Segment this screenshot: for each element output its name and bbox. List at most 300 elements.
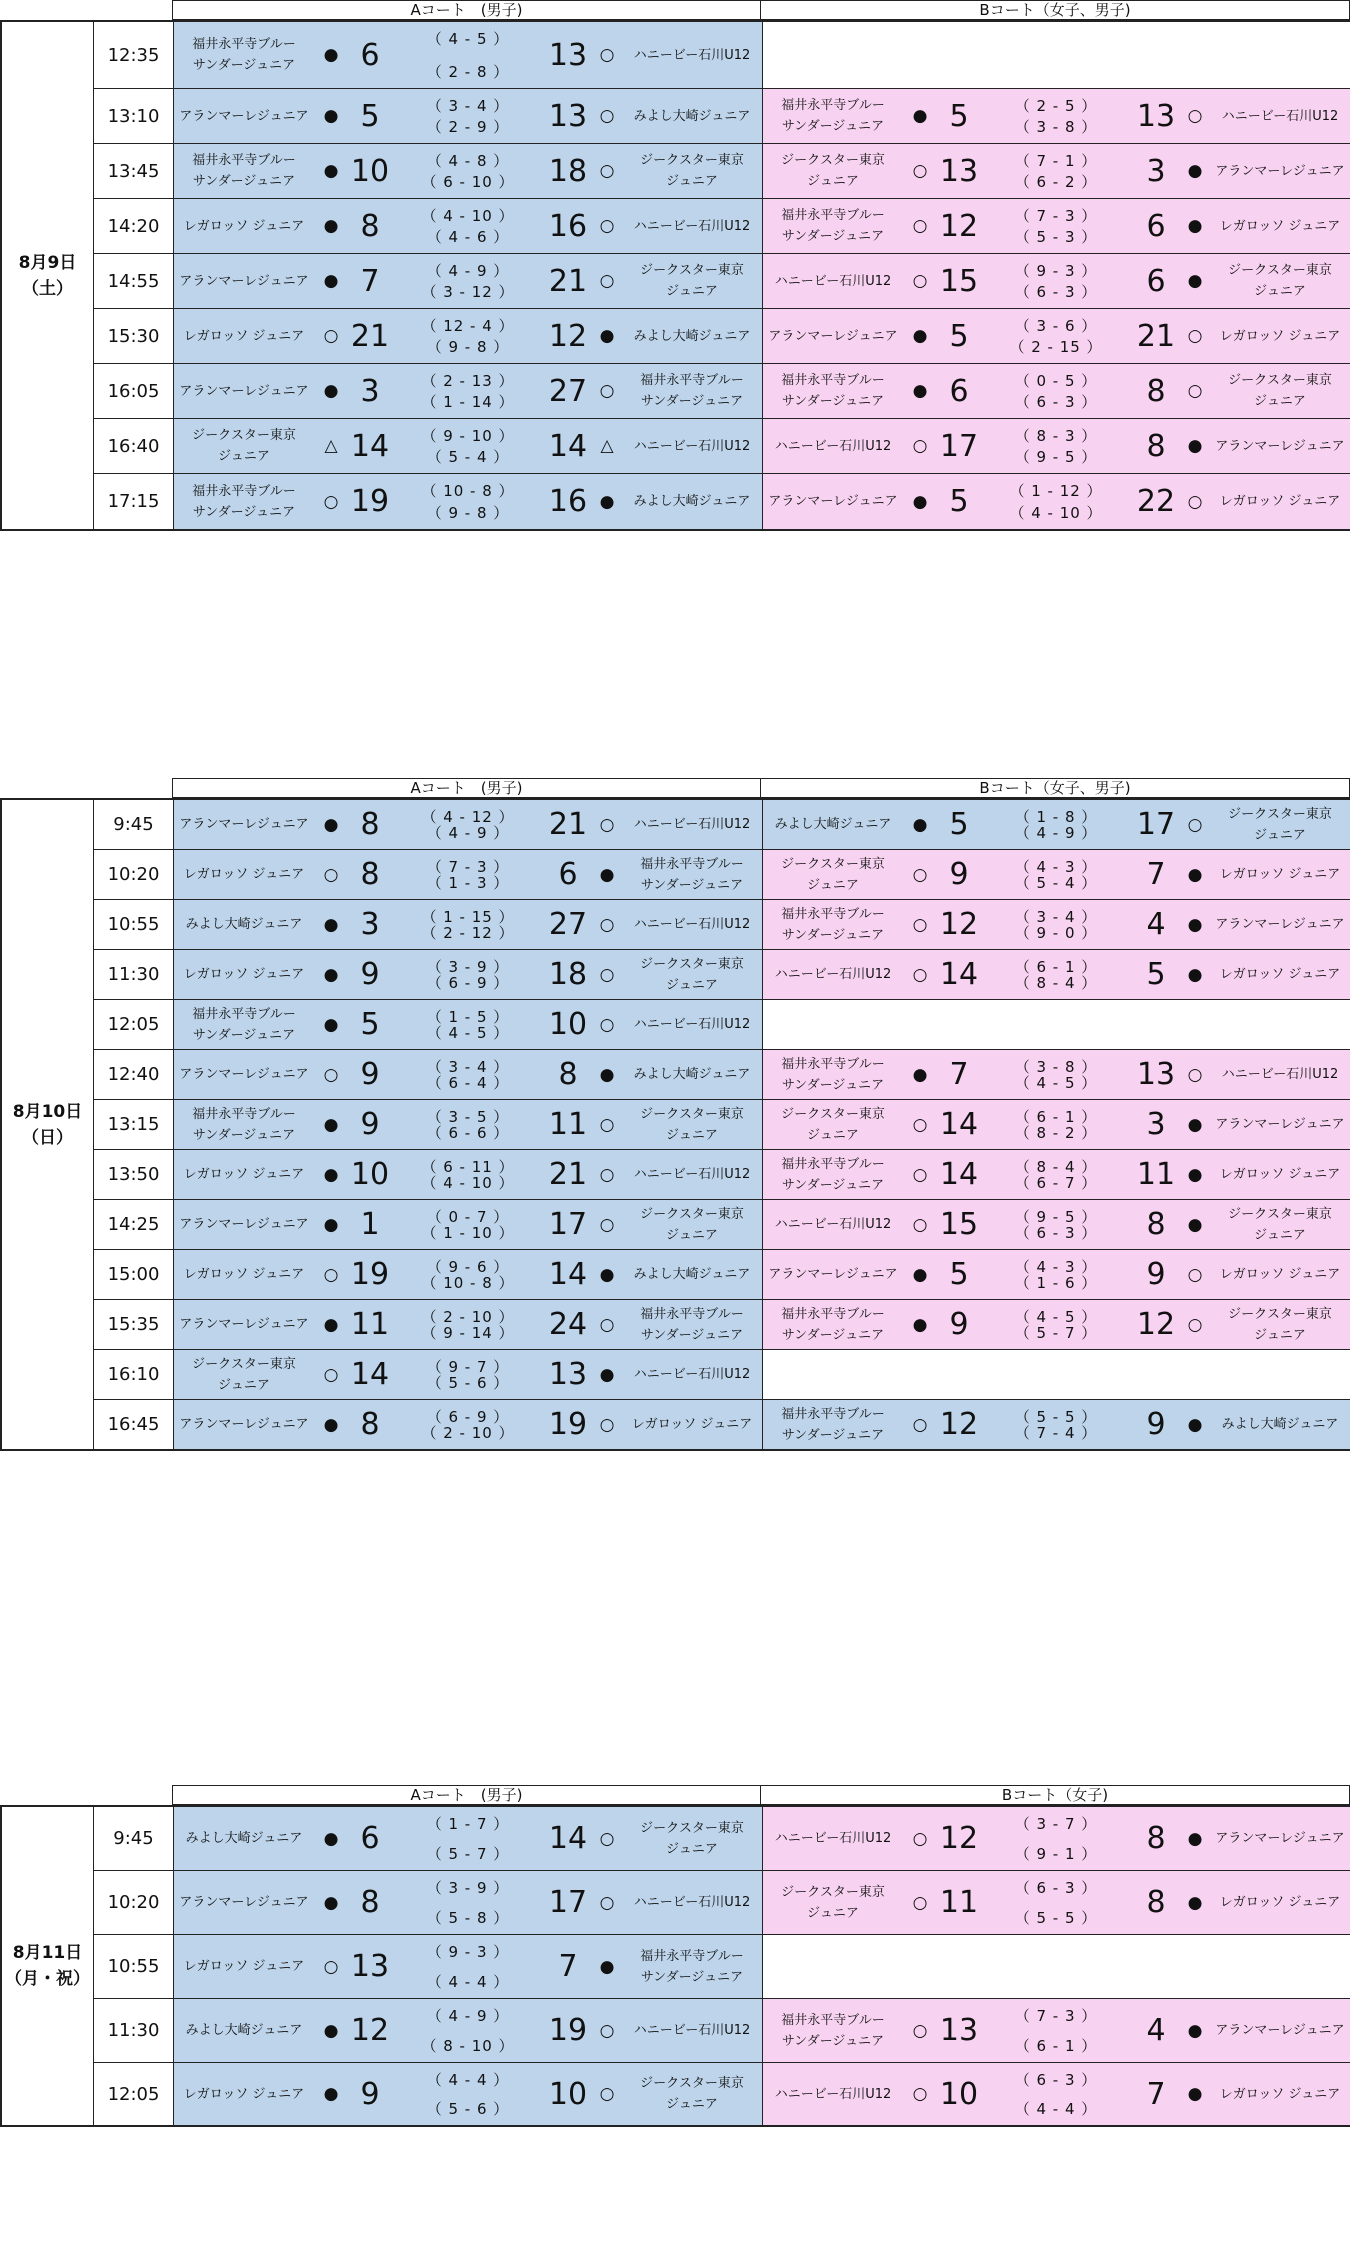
away-team: ジークスター東京 ジュニア bbox=[640, 956, 744, 993]
away-team: レガロッソ ジュニア bbox=[1219, 1167, 1341, 1182]
away-result-mark: ○ bbox=[599, 1164, 615, 1185]
home-result-mark: ○ bbox=[323, 1956, 339, 1977]
away-score: 8 bbox=[1146, 1821, 1166, 1856]
away-score: 16 bbox=[548, 484, 588, 519]
match-row bbox=[94, 1935, 1350, 1999]
away-team: アランマーレジュニア bbox=[1215, 1831, 1345, 1846]
first-half-score: （ 9 - 10 ） bbox=[421, 427, 515, 445]
second-half-score: （ 3 - 8 ） bbox=[1014, 118, 1098, 136]
home-team: アランマーレジュニア bbox=[179, 1217, 309, 1232]
away-team: ジークスター東京 ジュニア bbox=[640, 153, 744, 189]
home-team: 福井永平寺ブルー サンダージュニア bbox=[781, 208, 885, 244]
match-a bbox=[174, 1200, 763, 1249]
home-score: 8 bbox=[360, 807, 380, 842]
away-score: 18 bbox=[548, 957, 588, 992]
home-result-mark: ● bbox=[912, 1064, 928, 1085]
first-half-score: （ 8 - 3 ） bbox=[1014, 427, 1098, 445]
first-half-score: （ 4 - 9 ） bbox=[426, 262, 510, 280]
away-team: ジークスター東京 ジュニア bbox=[1228, 263, 1332, 299]
time-cell: 14:55 bbox=[94, 254, 174, 308]
home-result-mark: ○ bbox=[912, 271, 928, 291]
time-cell: 10:20 bbox=[94, 1871, 174, 1934]
second-half-score: （ 8 - 10 ） bbox=[421, 2037, 515, 2055]
home-team: アランマーレジュニア bbox=[768, 494, 898, 509]
second-half-score: （ 5 - 4 ） bbox=[426, 448, 510, 466]
first-half-score: （ 6 - 3 ） bbox=[1014, 2071, 1098, 2089]
away-result-mark: ● bbox=[1187, 964, 1203, 985]
time-cell: 13:15 bbox=[94, 1100, 174, 1149]
second-half-score: （ 6 - 3 ） bbox=[1014, 393, 1098, 411]
home-result-mark: ● bbox=[323, 1014, 339, 1035]
match-a bbox=[174, 1050, 763, 1099]
away-result-mark: ● bbox=[1187, 216, 1203, 236]
away-result-mark: ● bbox=[1187, 1892, 1203, 1913]
away-score: 27 bbox=[548, 373, 588, 409]
away-result-mark: ○ bbox=[599, 1892, 615, 1913]
second-half-score: （ 2 - 15 ） bbox=[1009, 338, 1103, 356]
match-b bbox=[763, 364, 1350, 418]
away-result-mark: △ bbox=[600, 436, 614, 456]
match-a bbox=[174, 199, 763, 253]
home-score: 14 bbox=[350, 1357, 390, 1392]
away-result-mark: ○ bbox=[599, 1014, 615, 1035]
home-result-mark: ○ bbox=[323, 491, 339, 512]
schedule-table bbox=[0, 1805, 1350, 2127]
first-half-score: （ 6 - 1 ） bbox=[1014, 1108, 1098, 1126]
second-half-score: （ 8 - 4 ） bbox=[1014, 974, 1098, 992]
away-result-mark: ● bbox=[1187, 2020, 1203, 2041]
time-cell: 16:40 bbox=[94, 419, 174, 473]
first-half-score: （ 2 - 5 ） bbox=[1014, 97, 1098, 115]
home-team: アランマーレジュニア bbox=[179, 1317, 309, 1332]
home-team: アランマーレジュニア bbox=[179, 1067, 309, 1082]
date-label: 8月10日 bbox=[12, 1101, 83, 1122]
second-half-score: （ 4 - 4 ） bbox=[426, 1973, 510, 1991]
match-row bbox=[94, 419, 1350, 474]
time-cell: 16:10 bbox=[94, 1350, 174, 1399]
home-score: 7 bbox=[360, 263, 380, 299]
away-team: ハニービー石川U12 bbox=[633, 1895, 751, 1910]
match-a bbox=[174, 1999, 763, 2062]
home-team: アランマーレジュニア bbox=[179, 1895, 309, 1910]
match-row bbox=[94, 1100, 1350, 1150]
first-half-score: （ 6 - 11 ） bbox=[421, 1158, 515, 1176]
home-result-mark: ● bbox=[323, 814, 339, 835]
home-result-mark: ● bbox=[912, 1314, 928, 1335]
first-half-score: （ 4 - 3 ） bbox=[1014, 858, 1098, 876]
first-half-score: （ 6 - 9 ） bbox=[426, 1408, 510, 1426]
match-a bbox=[174, 309, 763, 363]
away-score: 14 bbox=[548, 1257, 588, 1292]
away-score: 3 bbox=[1146, 153, 1166, 189]
match-row bbox=[94, 364, 1350, 419]
court-a-header: Aコート (男子) bbox=[172, 1785, 761, 1805]
home-result-mark: ● bbox=[323, 1164, 339, 1185]
away-result-mark: ● bbox=[599, 491, 615, 512]
home-team: ハニービー石川U12 bbox=[774, 2086, 892, 2102]
home-team: レガロッソ ジュニア bbox=[183, 967, 305, 982]
second-half-score: （ 9 - 8 ） bbox=[426, 338, 510, 356]
home-result-mark: ○ bbox=[323, 864, 339, 885]
first-half-score: （ 1 - 5 ） bbox=[426, 1008, 510, 1026]
first-half-score: （ 10 - 8 ） bbox=[421, 482, 515, 500]
home-score: 19 bbox=[350, 1257, 390, 1292]
away-result-mark: ○ bbox=[599, 216, 615, 236]
home-score: 8 bbox=[360, 857, 380, 892]
away-score: 17 bbox=[548, 1207, 588, 1242]
court-a-header: Aコート (男子) bbox=[172, 778, 761, 798]
home-team: ハニービー石川U12 bbox=[774, 1217, 892, 1232]
home-score: 9 bbox=[360, 1107, 380, 1142]
first-half-score: （ 0 - 5 ） bbox=[1014, 372, 1098, 390]
first-half-score: （ 9 - 3 ） bbox=[1014, 262, 1098, 280]
home-team: みよし大崎ジュニア bbox=[774, 817, 892, 832]
away-score: 6 bbox=[1146, 263, 1166, 299]
away-score: 19 bbox=[548, 2013, 588, 2048]
match-a bbox=[174, 254, 763, 308]
match-a bbox=[174, 1300, 763, 1349]
time-cell: 14:20 bbox=[94, 199, 174, 253]
away-score: 8 bbox=[1146, 428, 1166, 464]
away-team: レガロッソ ジュニア bbox=[1219, 1267, 1341, 1282]
home-result-mark: ○ bbox=[912, 2084, 928, 2104]
home-team: ジークスター東京 ジュニア bbox=[192, 1356, 296, 1393]
match-row bbox=[94, 144, 1350, 199]
second-half-score: （ 5 - 7 ） bbox=[426, 1845, 510, 1863]
away-score: 8 bbox=[1146, 1207, 1166, 1242]
second-half-score: （ 4 - 6 ） bbox=[426, 228, 510, 246]
home-score: 5 bbox=[949, 807, 969, 842]
home-team: ハニービー石川U12 bbox=[774, 438, 892, 454]
first-half-score: （ 7 - 3 ） bbox=[1014, 2007, 1098, 2025]
away-score: 7 bbox=[1146, 2076, 1166, 2112]
home-score: 9 bbox=[949, 857, 969, 892]
second-half-score: （ 1 - 14 ） bbox=[421, 393, 515, 411]
away-team: レガロッソ ジュニア bbox=[1219, 218, 1341, 234]
away-score: 13 bbox=[548, 98, 588, 134]
home-result-mark: ● bbox=[323, 2020, 339, 2041]
match-b bbox=[763, 800, 1350, 849]
match-a bbox=[174, 364, 763, 418]
second-half-score: （ 9 - 8 ） bbox=[426, 504, 510, 522]
schedule-table bbox=[0, 20, 1350, 531]
match-b bbox=[763, 900, 1350, 949]
away-score: 8 bbox=[1146, 373, 1166, 409]
second-half-score: （ 1 - 3 ） bbox=[426, 874, 510, 892]
time-cell: 12:40 bbox=[94, 1050, 174, 1099]
away-result-mark: ○ bbox=[599, 106, 615, 126]
home-score: 7 bbox=[949, 1057, 969, 1092]
match-b bbox=[763, 1400, 1350, 1449]
match-b-empty bbox=[763, 1935, 1350, 1998]
away-score: 13 bbox=[548, 37, 588, 73]
away-result-mark: ○ bbox=[1187, 491, 1203, 512]
home-result-mark: ○ bbox=[912, 436, 928, 456]
home-team: ハニービー石川U12 bbox=[774, 273, 892, 289]
home-team: レガロッソ ジュニア bbox=[183, 1267, 305, 1282]
second-half-score: （ 5 - 5 ） bbox=[1014, 1909, 1098, 1927]
second-half-score: （ 7 - 4 ） bbox=[1014, 1424, 1098, 1442]
home-team: アランマーレジュニア bbox=[179, 383, 309, 399]
second-half-score: （ 8 - 2 ） bbox=[1014, 1124, 1098, 1142]
home-score: 12 bbox=[939, 208, 979, 244]
time-cell: 14:25 bbox=[94, 1200, 174, 1249]
match-b bbox=[763, 1200, 1350, 1249]
away-team: ハニービー石川U12 bbox=[633, 1017, 751, 1032]
home-result-mark: ● bbox=[323, 964, 339, 985]
day-section bbox=[0, 1785, 1350, 2127]
weekday-label: （土） bbox=[22, 278, 73, 299]
first-half-score: （ 6 - 3 ） bbox=[1014, 1879, 1098, 1897]
away-score: 8 bbox=[558, 1057, 578, 1092]
away-team: ジークスター東京 ジュニア bbox=[1228, 1306, 1332, 1343]
away-result-mark: ○ bbox=[599, 2084, 615, 2104]
match-b bbox=[763, 474, 1350, 529]
match-row bbox=[94, 1300, 1350, 1350]
court-b-header: Bコート（女子、男子) bbox=[761, 0, 1350, 20]
home-score: 9 bbox=[360, 2076, 380, 2112]
away-result-mark: ○ bbox=[1187, 381, 1203, 401]
first-half-score: （ 5 - 5 ） bbox=[1014, 1408, 1098, 1426]
home-score: 5 bbox=[360, 98, 380, 134]
away-team: ハニービー石川U12 bbox=[633, 1367, 751, 1382]
day-section bbox=[0, 778, 1350, 1451]
second-half-score: （ 6 - 3 ） bbox=[1014, 1224, 1098, 1242]
second-half-score: （ 10 - 8 ） bbox=[421, 1274, 515, 1292]
away-score: 6 bbox=[558, 857, 578, 892]
home-score: 13 bbox=[939, 153, 979, 189]
time-cell: 10:55 bbox=[94, 900, 174, 949]
home-score: 9 bbox=[360, 957, 380, 992]
time-cell: 10:20 bbox=[94, 850, 174, 899]
home-score: 12 bbox=[939, 907, 979, 942]
away-score: 21 bbox=[548, 807, 588, 842]
match-b-empty bbox=[763, 1000, 1350, 1049]
away-result-mark: ○ bbox=[599, 814, 615, 835]
away-team: ハニービー石川U12 bbox=[1221, 1067, 1339, 1082]
match-row bbox=[94, 1999, 1350, 2063]
time-cell: 9:45 bbox=[94, 1807, 174, 1870]
time-cell: 13:10 bbox=[94, 89, 174, 143]
home-team: レガロッソ ジュニア bbox=[183, 867, 305, 882]
home-result-mark: ○ bbox=[912, 2020, 928, 2041]
home-team: ジークスター東京 ジュニア bbox=[781, 856, 885, 893]
home-team: 福井永平寺ブルー サンダージュニア bbox=[192, 153, 296, 189]
first-half-score: （ 4 - 5 ） bbox=[426, 30, 510, 48]
home-score: 8 bbox=[360, 1407, 380, 1442]
weekday-label: （月・祝） bbox=[5, 1969, 90, 1989]
away-team: ハニービー石川U12 bbox=[633, 1167, 751, 1182]
home-score: 9 bbox=[949, 1307, 969, 1342]
away-result-mark: ○ bbox=[599, 161, 615, 181]
first-half-score: （ 0 - 7 ） bbox=[426, 1208, 510, 1226]
home-score: 13 bbox=[939, 2013, 979, 2048]
match-row bbox=[94, 1050, 1350, 1100]
away-score: 12 bbox=[1136, 1307, 1176, 1342]
away-result-mark: ○ bbox=[599, 1828, 615, 1849]
home-score: 5 bbox=[949, 484, 969, 519]
away-result-mark: ○ bbox=[599, 1114, 615, 1135]
match-a bbox=[174, 1807, 763, 1870]
match-a bbox=[174, 1400, 763, 1449]
first-half-score: （ 3 - 6 ） bbox=[1014, 317, 1098, 335]
match-a bbox=[174, 1871, 763, 1934]
away-result-mark: ○ bbox=[599, 1414, 615, 1435]
match-row bbox=[94, 2063, 1350, 2125]
first-half-score: （ 1 - 12 ） bbox=[1009, 482, 1103, 500]
match-b bbox=[763, 1807, 1350, 1870]
away-team: ハニービー石川U12 bbox=[633, 2023, 751, 2038]
away-result-mark: ○ bbox=[599, 381, 615, 401]
match-b-empty bbox=[763, 1350, 1350, 1399]
first-half-score: （ 9 - 7 ） bbox=[426, 1358, 510, 1376]
away-result-mark: ○ bbox=[1187, 1264, 1203, 1285]
home-result-mark: ● bbox=[912, 326, 928, 346]
home-score: 8 bbox=[360, 208, 380, 244]
time-cell: 12:05 bbox=[94, 2063, 174, 2125]
home-result-mark: ○ bbox=[912, 1892, 928, 1913]
second-half-score: （ 9 - 1 ） bbox=[1014, 1845, 1098, 1863]
home-team: ハニービー石川U12 bbox=[774, 967, 892, 982]
first-half-score: （ 4 - 3 ） bbox=[1014, 1258, 1098, 1276]
home-result-mark: ○ bbox=[912, 964, 928, 985]
away-result-mark: ● bbox=[1187, 1164, 1203, 1185]
home-team: アランマーレジュニア bbox=[179, 108, 309, 124]
home-result-mark: ○ bbox=[323, 326, 339, 346]
away-score: 8 bbox=[1146, 1885, 1166, 1920]
home-result-mark: ● bbox=[912, 491, 928, 512]
match-b bbox=[763, 850, 1350, 899]
match-b bbox=[763, 2063, 1350, 2125]
second-half-score: （ 9 - 5 ） bbox=[1014, 448, 1098, 466]
home-team: ジークスター東京 ジュニア bbox=[781, 1106, 885, 1143]
second-half-score: （ 4 - 9 ） bbox=[426, 824, 510, 842]
home-result-mark: ● bbox=[323, 1828, 339, 1849]
away-team: 福井永平寺ブルー サンダージュニア bbox=[640, 373, 744, 409]
away-score: 11 bbox=[1136, 1157, 1176, 1192]
away-team: みよし大崎ジュニア bbox=[633, 1067, 751, 1082]
match-row bbox=[94, 1400, 1350, 1449]
home-team: ジークスター東京 ジュニア bbox=[781, 153, 885, 189]
home-result-mark: △ bbox=[324, 436, 338, 456]
away-team: 福井永平寺ブルー サンダージュニア bbox=[640, 1306, 744, 1343]
away-team: レガロッソ ジュニア bbox=[1219, 2086, 1341, 2102]
second-half-score: （ 9 - 14 ） bbox=[421, 1324, 515, 1342]
home-result-mark: ● bbox=[323, 1314, 339, 1335]
home-score: 9 bbox=[360, 1057, 380, 1092]
court-a-header: Aコート (男子) bbox=[172, 0, 761, 20]
home-score: 10 bbox=[939, 2076, 979, 2112]
away-score: 18 bbox=[548, 153, 588, 189]
away-result-mark: ○ bbox=[599, 45, 615, 65]
home-team: みよし大崎ジュニア bbox=[185, 2023, 303, 2038]
home-score: 1 bbox=[360, 1207, 380, 1242]
away-result-mark: ● bbox=[1187, 161, 1203, 181]
time-cell: 13:45 bbox=[94, 144, 174, 198]
match-a bbox=[174, 1150, 763, 1199]
time-cell: 11:30 bbox=[94, 950, 174, 999]
away-score: 14 bbox=[548, 1821, 588, 1856]
away-result-mark: ● bbox=[1187, 864, 1203, 885]
home-result-mark: ● bbox=[323, 1214, 339, 1235]
match-row bbox=[94, 850, 1350, 900]
match-row bbox=[94, 89, 1350, 144]
time-cell: 11:30 bbox=[94, 1999, 174, 2062]
away-score: 10 bbox=[548, 1007, 588, 1042]
match-b bbox=[763, 1150, 1350, 1199]
away-result-mark: ● bbox=[1187, 271, 1203, 291]
match-a bbox=[174, 144, 763, 198]
home-result-mark: ● bbox=[323, 216, 339, 236]
home-score: 10 bbox=[350, 153, 390, 189]
match-a bbox=[174, 1935, 763, 1998]
second-half-score: （ 3 - 12 ） bbox=[421, 283, 515, 301]
home-result-mark: ○ bbox=[912, 1164, 928, 1185]
first-half-score: （ 3 - 4 ） bbox=[426, 1058, 510, 1076]
home-score: 6 bbox=[360, 1821, 380, 1856]
away-result-mark: ● bbox=[599, 1064, 615, 1085]
match-row bbox=[94, 1250, 1350, 1300]
first-half-score: （ 3 - 9 ） bbox=[426, 1879, 510, 1897]
away-team: ジークスター東京 ジュニア bbox=[640, 1820, 744, 1857]
away-team: ハニービー石川U12 bbox=[633, 817, 751, 832]
away-team: ジークスター東京 ジュニア bbox=[640, 2076, 744, 2112]
home-result-mark: ○ bbox=[912, 1414, 928, 1435]
home-result-mark: ○ bbox=[912, 1214, 928, 1235]
away-result-mark: ● bbox=[599, 326, 615, 346]
second-half-score: （ 9 - 0 ） bbox=[1014, 924, 1098, 942]
home-team: レガロッソ ジュニア bbox=[183, 2086, 305, 2102]
away-team: レガロッソ ジュニア bbox=[1219, 1895, 1341, 1910]
second-half-score: （ 5 - 8 ） bbox=[426, 1909, 510, 1927]
second-half-score: （ 5 - 4 ） bbox=[1014, 874, 1098, 892]
away-result-mark: ○ bbox=[599, 1314, 615, 1335]
match-b bbox=[763, 144, 1350, 198]
second-half-score: （ 2 - 8 ） bbox=[426, 63, 510, 81]
away-score: 16 bbox=[548, 208, 588, 244]
home-team: 福井永平寺ブルー サンダージュニア bbox=[192, 1006, 296, 1043]
first-half-score: （ 4 - 12 ） bbox=[421, 808, 515, 826]
away-team: アランマーレジュニア bbox=[1215, 1117, 1345, 1132]
away-team: ハニービー石川U12 bbox=[633, 438, 751, 454]
match-b bbox=[763, 1300, 1350, 1349]
away-score: 17 bbox=[1136, 807, 1176, 842]
first-half-score: （ 7 - 1 ） bbox=[1014, 152, 1098, 170]
away-result-mark: ○ bbox=[1187, 1314, 1203, 1335]
second-half-score: （ 6 - 10 ） bbox=[421, 173, 515, 191]
first-half-score: （ 7 - 3 ） bbox=[426, 858, 510, 876]
away-result-mark: ● bbox=[1187, 914, 1203, 935]
away-team: レガロッソ ジュニア bbox=[1219, 494, 1341, 509]
match-a bbox=[174, 474, 763, 529]
time-cell: 12:05 bbox=[94, 1000, 174, 1049]
first-half-score: （ 3 - 9 ） bbox=[426, 958, 510, 976]
first-half-score: （ 4 - 10 ） bbox=[421, 207, 515, 225]
time-cell: 15:35 bbox=[94, 1300, 174, 1349]
court-b-header: Bコート（女子) bbox=[761, 1785, 1350, 1805]
time-cell: 16:45 bbox=[94, 1400, 174, 1449]
away-result-mark: ○ bbox=[1187, 326, 1203, 346]
match-b bbox=[763, 950, 1350, 999]
away-result-mark: ○ bbox=[599, 2020, 615, 2041]
second-half-score: （ 6 - 2 ） bbox=[1014, 173, 1098, 191]
away-team: アランマーレジュニア bbox=[1215, 917, 1345, 932]
home-score: 5 bbox=[949, 1257, 969, 1292]
away-team: ジークスター東京 ジュニア bbox=[1228, 373, 1332, 409]
home-result-mark: ● bbox=[323, 381, 339, 401]
first-half-score: （ 3 - 4 ） bbox=[426, 97, 510, 115]
home-score: 14 bbox=[939, 957, 979, 992]
